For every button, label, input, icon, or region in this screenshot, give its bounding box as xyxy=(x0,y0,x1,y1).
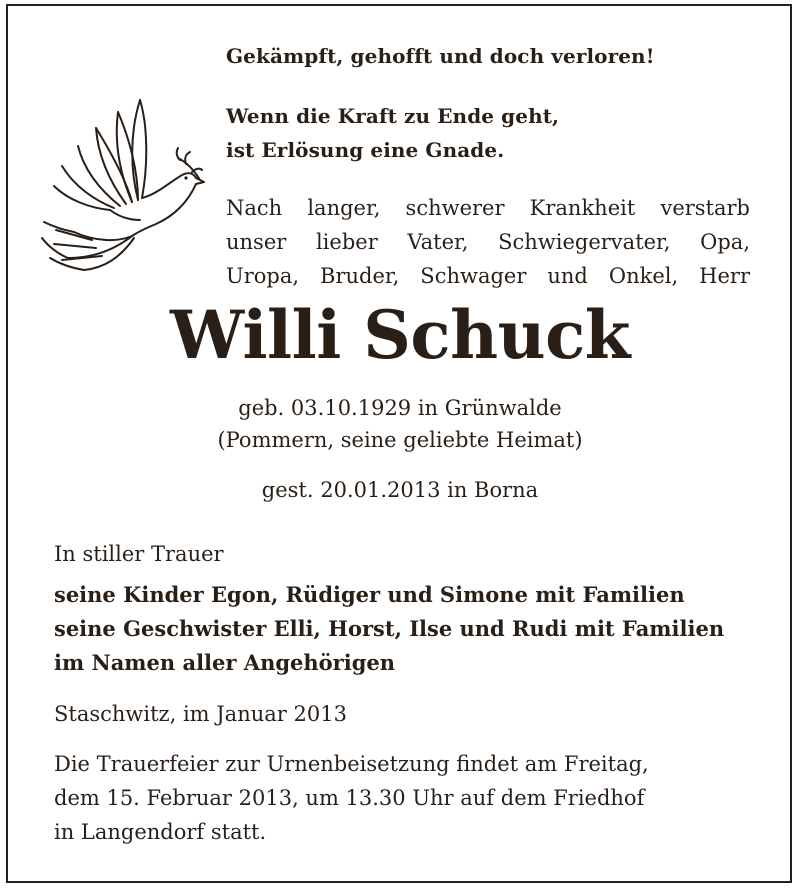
service-line-1: Die Trauerfeier zur Urnenbeisetzung findet am Freitag, xyxy=(54,752,649,776)
deceased-name: Willi Schuck xyxy=(170,296,630,374)
dove-with-olive-branch-icon xyxy=(34,82,208,272)
birth-date: geb. 03.10.1929 in Grünwalde xyxy=(238,396,562,420)
service-line-2: dem 15. Februar 2013, um 13.30 Uhr auf dem Friedhof xyxy=(54,786,645,810)
mourners-line-1: seine Kinder Egon, Rüdiger und Simone mit Familien xyxy=(54,582,685,607)
place-and-date: Staschwitz, im Januar 2013 xyxy=(54,702,347,726)
service-line-3: in Langendorf statt. xyxy=(54,820,267,844)
birth-note: (Pommern, seine geliebte Heimat) xyxy=(217,428,583,452)
motto-line-3: ist Erlösung eine Gnade. xyxy=(226,138,505,162)
intro-line-1: Nach langer, schwerer Krankheit verstarb xyxy=(226,196,750,220)
motto-line-1: Gekämpft, gehofft und doch verloren! xyxy=(226,44,655,68)
intro-line-3: Uropa, Bruder, Schwager und Onkel, Herr xyxy=(226,264,750,288)
mourners-heading: In stiller Trauer xyxy=(54,542,224,566)
motto-line-2: Wenn die Kraft zu Ende geht, xyxy=(226,104,560,128)
mourners-line-3: im Namen aller Angehörigen xyxy=(54,650,396,675)
mourners-line-2: seine Geschwister Elli, Horst, Ilse und Rudi mit Familien xyxy=(54,616,725,641)
intro-line-2: unser lieber Vater, Schwiegervater, Opa, xyxy=(226,230,750,254)
death-date: gest. 20.01.2013 in Borna xyxy=(261,478,539,502)
